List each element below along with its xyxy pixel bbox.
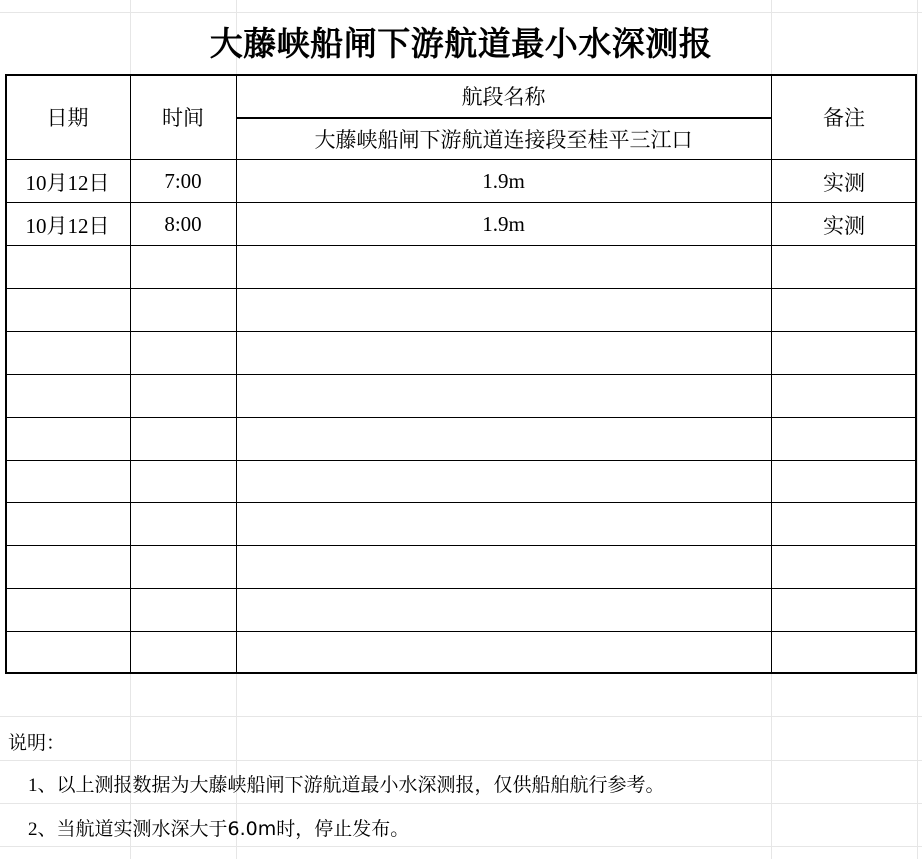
row-date: 10月12日 xyxy=(25,170,110,195)
row-depth: 1.9m xyxy=(482,212,525,236)
page-title: 大藤峡船闸下游航道最小水深测报 xyxy=(209,24,713,63)
row-time: 8:00 xyxy=(164,212,202,236)
header-date: 日期 xyxy=(46,106,89,130)
row-date: 10月12日 xyxy=(25,213,110,238)
water-depth-table xyxy=(5,74,917,674)
row-depth: 1.9m xyxy=(482,169,525,193)
header-remark: 备注 xyxy=(823,106,865,130)
row-remark: 实测 xyxy=(823,213,865,238)
notes-heading: 说明： xyxy=(8,732,66,754)
row-time: 7:00 xyxy=(164,169,202,193)
note-number: 2 xyxy=(28,819,38,840)
row-remark: 实测 xyxy=(823,170,865,195)
header-section-name: 大藤峡船闸下游航道连接段至桂平三江口 xyxy=(314,128,693,152)
note-text: 、以上测报数据为大藤峡船闸下游航道最小水深测报，仅供船舶航行参考。 xyxy=(37,774,665,796)
note-item xyxy=(28,770,665,797)
header-section-group: 航段名称 xyxy=(461,85,546,109)
header-time: 时间 xyxy=(162,106,204,130)
note-text: 、当航道实测水深大于6.0m时，停止发布。 xyxy=(37,818,410,840)
note-item xyxy=(28,814,409,841)
note-number: 1 xyxy=(28,775,38,796)
